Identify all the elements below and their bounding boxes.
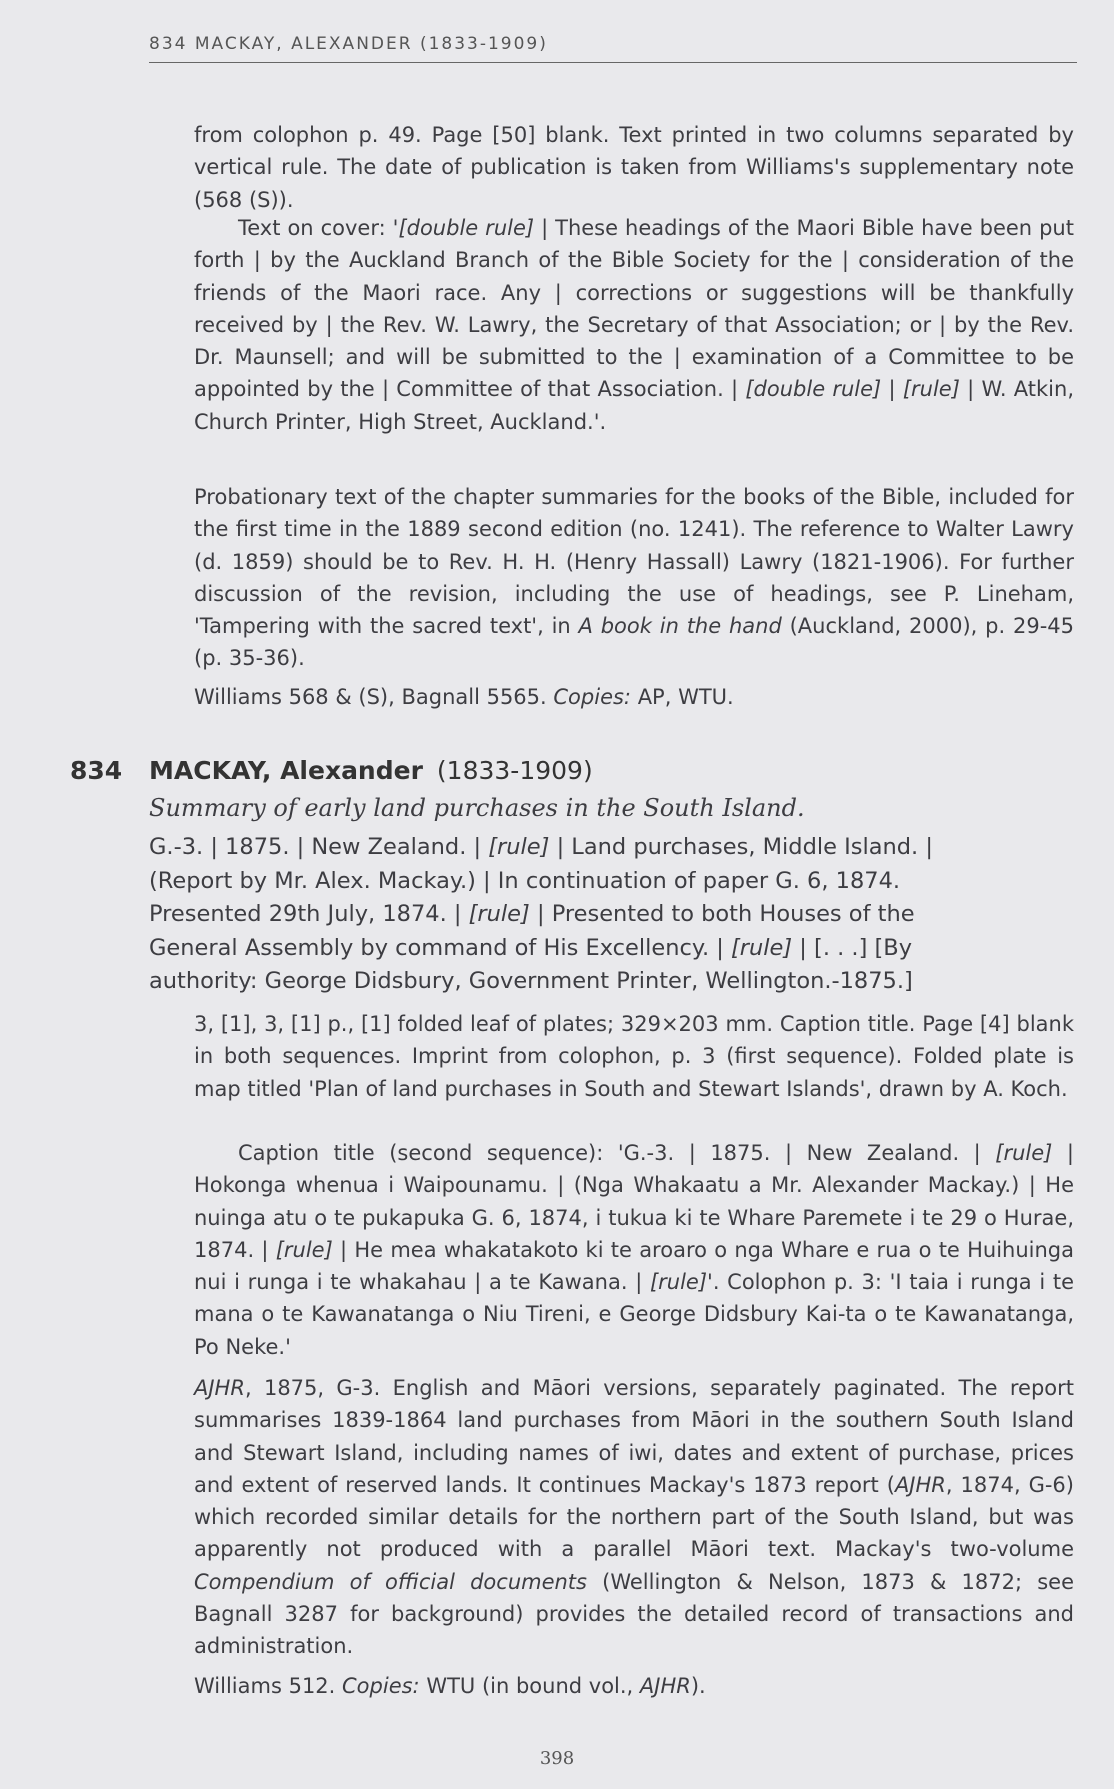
copies-list: WTU (in bound vol., bbox=[419, 1674, 640, 1698]
page-number: 398 bbox=[539, 1748, 575, 1769]
entry-heading bbox=[149, 756, 593, 785]
title-page-text: | Presented to both Houses of the General Assembly by command of His Excellency. | bbox=[149, 901, 915, 961]
collation-end-text: from colophon p. 49. Page [50] blank. Text printed in two columns separated by vertical rule. The date of publication is taken from Williams's supplementary note (568 (S)). bbox=[194, 123, 1074, 212]
rule-note: [rule] bbox=[730, 934, 793, 961]
double-rule-note: [double rule] bbox=[745, 377, 882, 402]
book-title: Compendium of official documents bbox=[194, 1569, 587, 1594]
copies-label: Copies: bbox=[553, 685, 632, 709]
header-rule bbox=[149, 62, 1077, 63]
references bbox=[194, 681, 1074, 713]
running-head: 834 MACKAY, ALEXANDER (1833-1909) bbox=[149, 34, 548, 54]
entry-number: 834 bbox=[70, 756, 123, 785]
entry-title: Summary of early land purchases in the South Island. bbox=[149, 794, 805, 822]
note-text: Probationary text of the chapter summaries for the books of the Bible, included for the first time in the 1889 second edition (no. 1241). The reference to Walter Lawry (d. 1859) should be to Rev. H. H. (Henry Hassall) Lawry (1821-1906). For further discussion of the revision, including the use of headings, see P. Lineham, 'Tampering with the sacred text', in bbox=[194, 485, 1074, 639]
rule-note: [rule] bbox=[995, 1141, 1053, 1165]
cover-text-end: | W. Atkin, Church Printer, High Street, Auckland.'. bbox=[194, 377, 1074, 434]
title-page-text: | Land purchases, Middle Island. | (Report by Mr. Alex. Mackay.) | In continuation of paper G. 6, 1874. Presented 29th July, 1874. | bbox=[149, 834, 933, 927]
journal-abbrev: AJHR bbox=[194, 1376, 245, 1400]
collation-text: 3, [1], 3, [1] p., [1] folded leaf of plates; 329×203 mm. Caption title. Page [4] blank in both sequences. Imprint from colophon, p. 3 (first sequence). Folded plate is map titled 'Plan of land purchases in South and Stewart Islands', drawn by A. Koch. bbox=[194, 1012, 1074, 1101]
cover-prefix: Text on cover: ' bbox=[238, 216, 399, 240]
colophon-text: '. Colophon p. 3: 'I taia i runga i te mana o te Kawanatanga o Niu Tireni, e George Didsbury Kai-ta o te Kawanatanga, Po Neke.' bbox=[194, 1270, 1075, 1359]
note-paragraph bbox=[194, 481, 1074, 675]
journal-abbrev: AJHR bbox=[894, 1472, 946, 1497]
copies-label: Copies: bbox=[342, 1674, 420, 1698]
entry-dates: (1833-1909) bbox=[436, 756, 593, 785]
title-page-text: G.-3. | 1875. | New Zealand. | bbox=[149, 834, 489, 860]
title-page-transcription bbox=[149, 831, 1009, 999]
note-text-end: (Auckland, 2000), p. 29-45 (p. 35-36). bbox=[194, 614, 1074, 671]
entry-references bbox=[194, 1670, 1074, 1702]
double-rule-note: [double rule] bbox=[398, 216, 535, 240]
cover-text-paragraph bbox=[194, 212, 1074, 438]
copies-list-end: ). bbox=[690, 1674, 706, 1698]
rule-note: [rule] bbox=[488, 834, 550, 860]
rule-note: [rule] bbox=[902, 377, 960, 402]
caption-text: | He mea whakatakoto ki te aroaro o nga Whare e rua o te Huihuinga nui i runga i te whakahau | a te Kawana. | bbox=[194, 1237, 1074, 1295]
book-title: A book in the hand bbox=[578, 614, 782, 639]
rule-note: [rule] bbox=[468, 901, 530, 927]
title-page-imprint: | [. . .] [By authority: George Didsbury, Government Printer, Wellington.-1875.] bbox=[149, 934, 913, 994]
entry-note-paragraph bbox=[194, 1372, 1074, 1663]
cover-text: | These headings of the Maori Bible have been put forth | by the Auckland Branch of the Bible Society for the | consideration of the friends of the Maori race. Any | corrections or suggestions will be thankfully received by | the Rev. W. Lawry, the Secretary of that Association; or | by the Rev. Dr. Maunsell; and will be submitted to the | examination of a Committee to be appointed by the | Committee of that Association. | bbox=[194, 216, 1074, 402]
references-text: Williams 512. bbox=[194, 1674, 343, 1698]
references-text: Williams 568 & (S), Bagnall 5565. bbox=[194, 685, 554, 709]
collation-continued bbox=[194, 119, 1074, 216]
caption-text: Caption title (second sequence): 'G.-3. | 1875. | New Zealand. | bbox=[238, 1141, 996, 1165]
note-text-end: (Wellington & Nelson, 1873 & 1872; see Bagnall 3287 for background) provides the detailed record of transactions and administration. bbox=[194, 1569, 1075, 1659]
note-text: , 1874, G-6) which recorded similar details for the northern part of the South Island, but was apparently not produced with a parallel Māori text. Mackay's two-volume bbox=[194, 1472, 1074, 1562]
collation-paragraph bbox=[194, 1008, 1074, 1105]
caption-text: | Hokonga whenua i Waipounamu. | (Nga Whakaatu a Mr. Alexander Mackay.) | He nuinga atu o te pukapuka G. 6, 1874, i tukua ki te Whare Paremete i te 29 o Hurae, 1874. | bbox=[194, 1141, 1074, 1262]
note-text: , 1875, G-3. English and Māori versions, separately paginated. The report summarises 1839-1864 land purchases from Māori in the southern South Island and Stewart Island, including names of iwi, dates and extent of purchase, prices and extent of reserved lands. It continues Mackay's 1873 report ( bbox=[194, 1376, 1074, 1497]
caption-title-paragraph bbox=[194, 1137, 1074, 1363]
rule-note: [rule] bbox=[649, 1270, 708, 1295]
separator: | bbox=[881, 377, 903, 402]
entry-author: MACKAY, Alexander bbox=[149, 756, 423, 785]
journal-abbrev: AJHR bbox=[639, 1674, 691, 1698]
rule-note: [rule] bbox=[275, 1237, 333, 1262]
copies-list: AP, WTU. bbox=[631, 685, 734, 709]
